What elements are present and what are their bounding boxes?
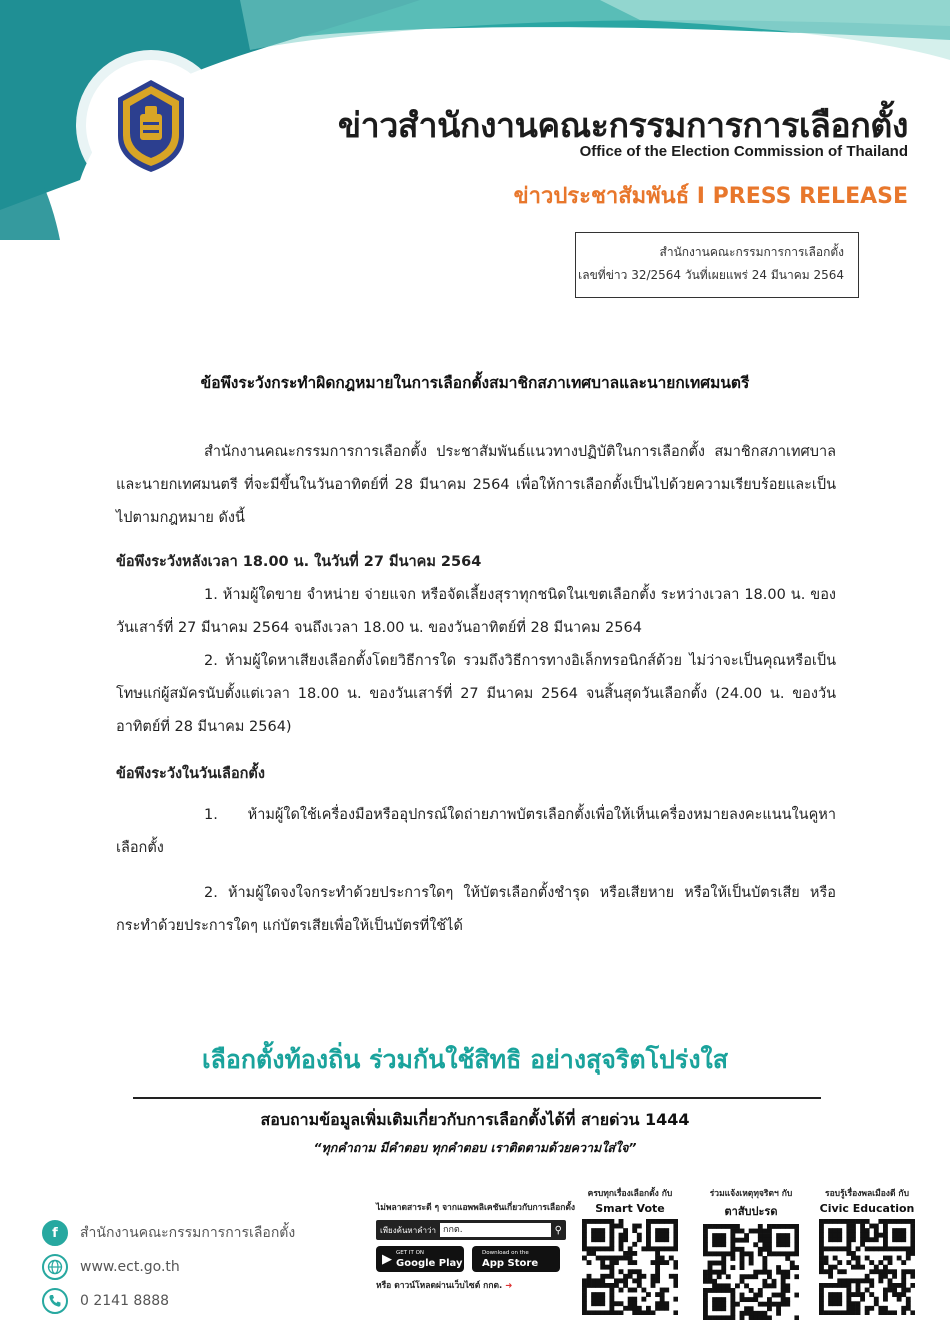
section-item: 2. ห้ามผู้ใดจงใจกระทำด้วยประการใดๆ ให้บัตรเลือกตั้งชำรุด หรือเสียหาย หรือให้เป็นบัตรเสีย หรือกระทำด้วยประการใดๆ แก่บัตรเสียเพื่อให้เป็นบัตรที่ใช้ได้ (116, 885, 836, 934)
motto-text: “ทุกคำถาม มีคำตอบ ทุกคำตอบ เราติดตามด้วยความใส่ใจ” (313, 1140, 637, 1155)
headline: ข้อพึงระวังกระทำผิดกฎหมายในการเลือกตั้งสมาชิกสภาเทศบาลและนายกเทศมนตรี (200, 374, 750, 392)
hotline-text: สอบถามข้อมูลเพิ่มเติมเกี่ยวกับการเลือกตั้งได้ที่ สายด่วน 1444 (260, 1110, 690, 1129)
app-download-box (376, 1200, 576, 1292)
section-title: ข้อพึงระวังในวันเลือกตั้ง (116, 766, 265, 782)
reference-box (575, 232, 859, 298)
qr-title: Smart Vote (595, 1202, 665, 1215)
intro-paragraph (116, 436, 836, 535)
ect-emblem-icon (96, 70, 206, 180)
press-release-label: ข่าวประชาสัมพันธ์ I PRESS RELEASE (513, 184, 908, 209)
search-icon: ⚲ (554, 1224, 562, 1236)
qr-card-ta-sapparod[interactable] (696, 1186, 806, 1324)
app-search-label: เพียงค้นหาคำว่า (380, 1225, 437, 1235)
contact-facebook[interactable] (42, 1220, 295, 1246)
qr-code-icon (582, 1219, 678, 1315)
qr-code-icon (819, 1219, 915, 1315)
footer-slogan: เลือกตั้งท้องถิ่น ร่วมกันใช้สิทธิ อย่างสุจริตโปร่งใส (201, 1045, 728, 1074)
qr-title: ตาสับปะรด (724, 1205, 778, 1218)
section-item: 2. ห้ามผู้ใดหาเสียงเลือกตั้งโดยวิธีการใด รวมถึงวิธีการทางอิเล็กทรอนิกส์ด้วย ไม่ว่าจะเป็นคุณหรือเป็นโทษแก่ผู้สมัครนับตั้งแต่เวลา 18.00 น. ของวันเสาร์ที่ 27 มีนาคม 2564 จนสิ้นสุดวันเลือกตั้ง (24.00 น. ของวันอาทิตย์ที่ 28 มีนาคม 2564) (116, 653, 836, 735)
phone-icon (42, 1288, 68, 1314)
qr-card-civic-education[interactable] (812, 1186, 922, 1319)
phone-label: 0 2141 8888 (80, 1293, 170, 1309)
google-play-button[interactable] (376, 1246, 464, 1272)
website-label: www.ect.go.th (80, 1259, 180, 1275)
google-play-label: Google Play (396, 1257, 463, 1269)
facebook-label: สำนักงานคณะกรรมการการเลือกตั้ง (80, 1225, 296, 1241)
section-title: ข้อพึงระวังหลังเวลา 18.00 น. ในวันที่ 27 มีนาคม 2564 (116, 554, 482, 570)
header-title-thai: ข่าวสำนักงานคณะกรรมการการเลือกตั้ง (337, 106, 908, 146)
google-play-icon: ▶ (382, 1251, 392, 1267)
intro-text: สำนักงานคณะกรรมการการเลือกตั้ง ประชาสัมพันธ์แนวทางปฏิบัติในการเลือกตั้ง สมาชิกสภาเทศบาลและนายกเทศมนตรี ที่จะมีขึ้นในวันอาทิตย์ที่ 28 มีนาคม 2564 เพื่อให้การเลือกตั้งเป็นไปด้วยความเรียบร้อยและเป็นไปตามกฎหมาย ดังนี้ (116, 444, 836, 526)
google-play-small: GET IT ON (396, 1249, 425, 1256)
section-item: 1. ห้ามผู้ใดใช้เครื่องมือหรืออุปกรณ์ใดถ่ายภาพบัตรเลือกตั้งเพื่อให้เห็นเครื่องหมายลงคะแนนในคูหาเลือกตั้ง (116, 807, 836, 856)
section-item: 1. ห้ามผู้ใดขาย จำหน่าย จ่ายแจก หรือจัดเลี้ยงสุราทุกชนิดในเขตเลือกตั้ง ระหว่างเวลา 18.00 น. ของวันเสาร์ที่ 27 มีนาคม 2564 จนถึงเวลา 18.00 น. ของวันอาทิตย์ที่ 28 มีนาคม 2564 (116, 587, 836, 636)
section-1 (116, 546, 836, 744)
globe-icon (42, 1254, 68, 1280)
qr-title: Civic Education (819, 1202, 915, 1215)
facebook-icon: f (42, 1220, 68, 1246)
app-store-small: Download on the (482, 1249, 529, 1256)
app-store-label: App Store (482, 1257, 539, 1269)
app-store-button[interactable] (472, 1246, 560, 1272)
qr-caption: ครบทุกเรื่องเลือกตั้ง กับ (587, 1189, 673, 1199)
contact-phone[interactable] (42, 1288, 169, 1314)
ect-logo (86, 60, 216, 190)
app-search-bar (376, 1220, 566, 1240)
reference-office: สำนักงานคณะกรรมการการเลือกตั้ง (659, 245, 844, 259)
section-2 (116, 758, 836, 943)
reference-number-date: เลขที่ข่าว 32/2564 วันที่เผยแพร่ 24 มีนาคม 2564 (578, 268, 844, 282)
qr-caption: ร่วมแจ้งเหตุทุจริตฯ กับ (709, 1189, 793, 1199)
download-note-text: หรือ ดาวน์โหลดผ่านเว็บไซต์ กกต. (376, 1281, 503, 1291)
qr-code-icon (703, 1224, 799, 1320)
header-title-english: Office of the Election Commission of Thailand (579, 143, 908, 160)
qr-caption: รอบรู้เรื่องพลเมืองดี กับ (825, 1189, 909, 1199)
app-search-input: กกต. (440, 1223, 551, 1237)
download-note (376, 1278, 566, 1292)
qr-card-smart-vote[interactable] (575, 1186, 685, 1319)
arrow-icon: ➜ (505, 1281, 513, 1291)
contact-website[interactable] (42, 1254, 180, 1280)
app-note: ไม่พลาดสาระดี ๆ จากแอพพลิเคชันเกี่ยวกับการเลือกตั้ง (376, 1203, 576, 1213)
footer-divider (133, 1097, 821, 1099)
